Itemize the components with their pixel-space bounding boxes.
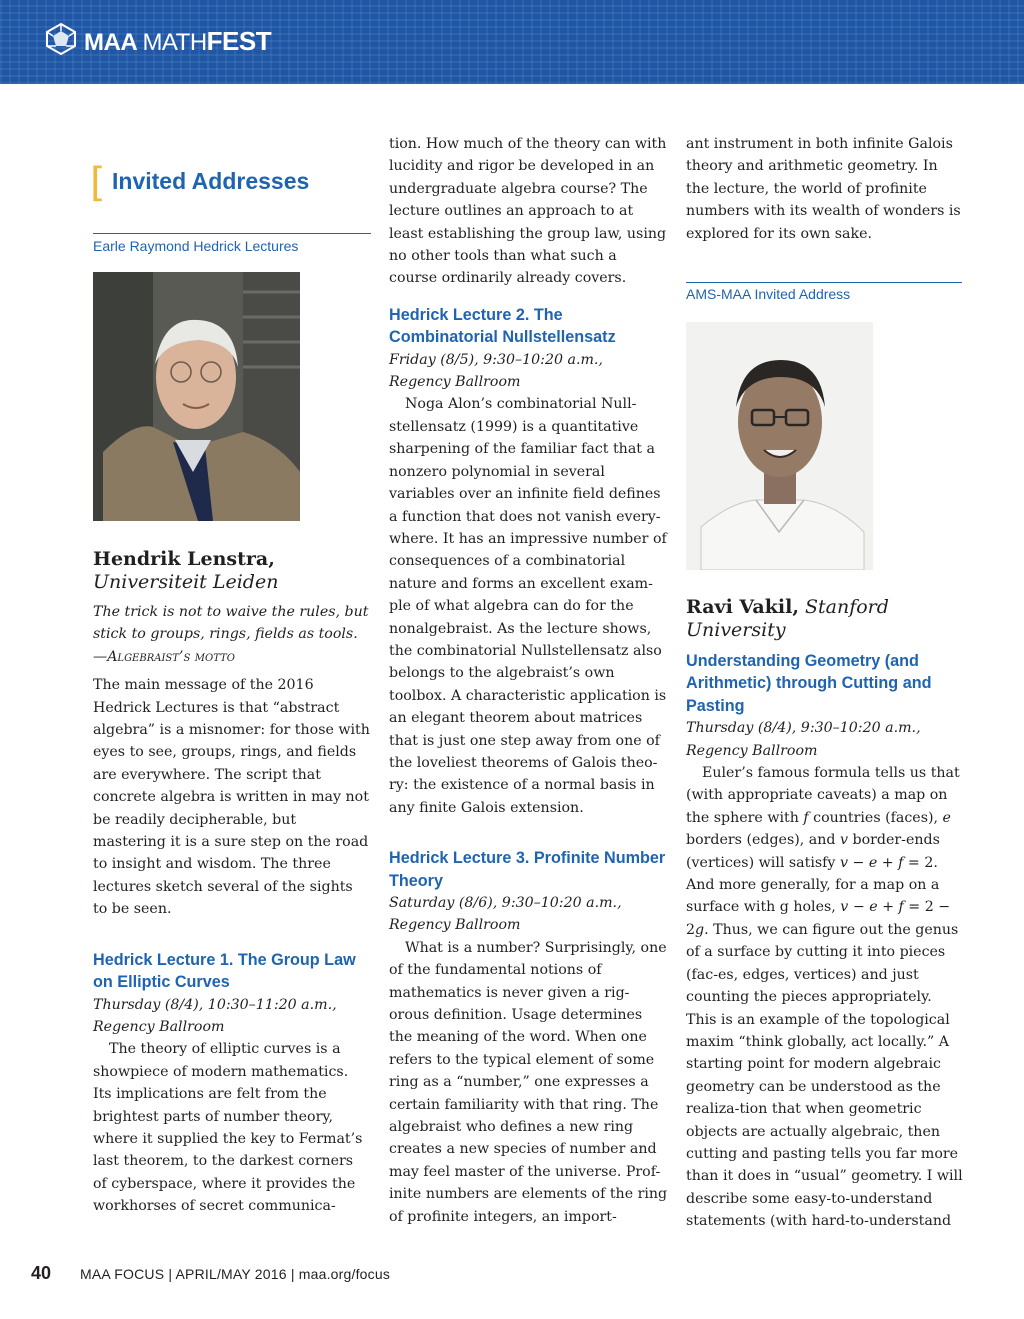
lecture-3-time: Saturday (8/6), 9:30–10:20 a.m., — [389, 895, 622, 911]
polyhedron-icon — [44, 22, 78, 60]
lecture-3-body-continued: ant instrument in both infinite Galois theory and arithmetic geometry. In the lecture, the world of profinite numbers with its wealth of wonders is explored for its own sake. — [686, 136, 961, 242]
ams-maa-body: Euler’s famous formula tells us that (with appropriate caveats) a map on the sphere with f countries (faces), e borders (edges), and v border-ends (vertices) will satisfy v − e + f = 2. And more generally, for a map on a surface with g holes, v − e + f = 2 − 2g. Thus, we can figure out the genus of a surface by cutting it into pieces (fac-es, edges, vertices) and just counting the pieces appropriately. This is an example of the topological maxim “think globally, act locally.” A starting point for modern algebraic geometry can be understood as the realiza-tion that when geometric objects are actually algebraic, then cutting and pasting tells you far more than it does in “usual” geometry. I will describe some easy-to-understand statements (with hard-to-understand — [686, 765, 963, 1230]
ams-maa-subhead: AMS-MAA Invited Address — [686, 286, 851, 302]
lenstra-photo — [93, 272, 300, 521]
ams-maa-rule — [686, 282, 962, 283]
column-3-text — [686, 650, 964, 1233]
section-bracket-icon: [ — [90, 160, 106, 206]
lenstra-intro: The main message of the 2016 Hedrick Lectures is that “abstract algebra” is a misnomer: for those with eyes to see, groups, rings, and fields are everywhere. The script that concrete algebra is written in may not be readily decipherable, but mastering it is a sure step on the road to insight and wisdom. The three lectures sketch several of the sights to be seen. — [93, 677, 370, 918]
section-title: Invited Addresses — [112, 168, 310, 194]
lecture-2-time: Friday (8/5), 9:30–10:20 a.m., — [389, 351, 603, 368]
vakil-name: Ravi Vakil, Stanford University — [686, 596, 889, 641]
logo-wordmark: MAA MATHFEST — [84, 25, 272, 56]
lecture-3-body: What is a number? Surprisingly, one of the fundamental notions of mathematics is never given a rig-orous definition. Usage determines the meaning of the word. When one refers to the typical element of some ring as a “number,” one expresses a certain familiarity with that ring. The algebraist who defines a new ring creates a new species of number and may feel master of the universe. Prof-inite numbers are elements of the ring of profinite integers, an import- — [389, 939, 668, 1225]
lecture-2-body: Noga Alon’s combinatorial Null-stellensatz (1999) is a quantitative sharpening of the familiar fact that a nonzero polynomial in several variables over an infinite field defines a function that does not vanish every-where. It has an impressive number of consequences of a combinatorial nature and forms an excellent exam-ple of what algebra can do for the nonalgebraist. As the lecture shows, the combinatorial Nullstellensatz also belongs to the algebraist’s own toolbox. A characteristic application is an elegant theorem about matrices that is just one step away from one of the loveliest theorems of Galois theo-ry: the existence of a normal basis in any finite Galois extension. — [389, 396, 667, 816]
lecture-3-place: Regency Ballroom — [389, 917, 521, 934]
lenstra-motto: The trick is not to waive the rules, but stick to groups, rings, fields as tools.—Algebraist’s motto — [93, 604, 369, 665]
column-3-top-text — [686, 133, 964, 245]
ams-maa-title: Understanding Geometry (and Arithmetic) through Cutting and Pasting — [686, 652, 932, 715]
maa-mathfest-logo[interactable] — [44, 22, 271, 60]
lecture-1-place: Regency Ballroom — [93, 1018, 225, 1035]
vakil-photo — [686, 322, 873, 570]
lecture-3-title: Hedrick Lecture 3. Profinite Number Theory — [389, 849, 666, 890]
ams-maa-place: Regency Ballroom — [686, 742, 818, 759]
lenstra-name: Hendrik Lenstra, Universiteit Leiden — [93, 548, 279, 593]
section-rule — [93, 233, 371, 234]
column-2-text — [389, 133, 669, 1228]
lecture-1-title: Hedrick Lecture 1. The Group Law on Elliptic Curves — [93, 950, 356, 992]
ams-maa-time: Thursday (8/4), 9:30–10:20 a.m., — [686, 720, 921, 737]
lecture-1-body-continued: tion. How much of the theory can with lucidity and rigor be developed in an undergraduate algebra course? The lecture outlines an approach to at least establishing the group law, using no other tools than what such a course ordinarily already covers. — [389, 136, 667, 287]
page-number: 40 — [31, 1263, 52, 1283]
lecture-1-body: The theory of elliptic curves is a showpiece of modern mathematics. Its implications are felt from the brightest parts of number theory, where it supplied the key to Fermat’s last theorem, to the darkest corners of cyberspace, where it provides the workhorses of secret communica- — [93, 1041, 363, 1215]
section-subhead: Earle Raymond Hedrick Lectures — [93, 238, 299, 254]
footer-text: MAA FOCUS | APRIL/MAY 2016 | maa.org/focus — [80, 1266, 391, 1282]
lecture-2-place: Regency Ballroom — [389, 374, 521, 391]
header-banner — [0, 0, 1024, 84]
lecture-1-time: Thursday (8/4), 10:30–11:20 a.m., — [93, 996, 337, 1013]
column-1-text — [93, 601, 371, 1218]
lecture-2-title: Hedrick Lecture 2. The Combinatorial Nullstellensatz — [389, 305, 616, 347]
